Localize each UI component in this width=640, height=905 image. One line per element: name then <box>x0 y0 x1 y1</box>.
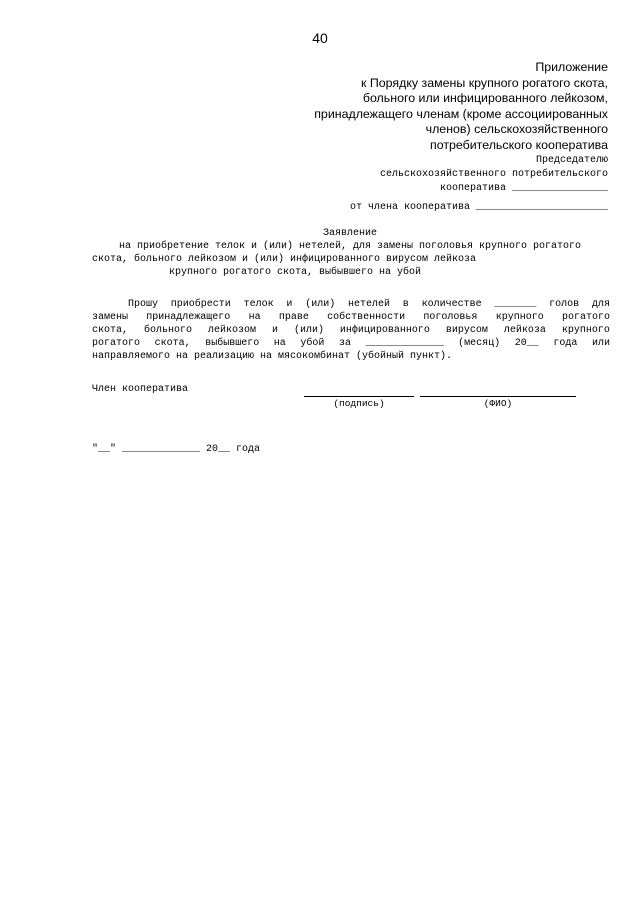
body-word: убой <box>300 338 325 349</box>
body-word: для <box>591 299 610 310</box>
body-word: скота, <box>154 338 191 349</box>
body-word: количестве <box>421 299 482 310</box>
date-line: "__" _____________ 20__ года <box>92 444 261 455</box>
body-line <box>92 337 610 350</box>
body-word: выбывшего <box>205 338 260 349</box>
body-word: (или) <box>293 325 324 336</box>
page-number: 40 <box>312 30 328 46</box>
body-word: инфицированного <box>339 325 430 336</box>
body-word: или <box>591 338 610 349</box>
body-word: крупного <box>561 325 610 336</box>
body-word: 20__ <box>514 338 539 349</box>
body-word: лейкозом <box>207 325 256 336</box>
body-word: _____________ <box>365 338 444 349</box>
body-word: рогатого <box>561 312 610 323</box>
body-word: и <box>286 299 293 310</box>
body-word: и <box>271 325 278 336</box>
body-word: (месяц) <box>458 338 501 349</box>
appendix-line: к Порядку замены крупного рогатого скота, <box>360 75 608 90</box>
body-word: принадлежащего <box>146 312 231 323</box>
body-word: замены <box>92 312 129 323</box>
appendix-header <box>228 60 608 153</box>
addressee-line: Председателю <box>535 155 608 166</box>
body-word: рогатого <box>92 338 141 349</box>
addressee-block <box>208 154 608 196</box>
statement-subtitle-line: на приобретение телок и (или) нетелей, для замены поголовья крупного рогатого <box>118 241 582 252</box>
body-word: голов <box>549 299 580 310</box>
body-word: поголовья <box>423 312 478 323</box>
body-word: _______ <box>494 299 537 310</box>
body-word: направляемого на реализацию на мясокомбинат (убойный пункт). <box>92 351 453 362</box>
body-word: собственности <box>327 312 406 323</box>
body-word: на <box>273 338 286 349</box>
body-word: года <box>553 338 578 349</box>
statement-title: Заявление <box>322 228 377 239</box>
fio-caption: (ФИО) <box>483 398 513 409</box>
signature-caption: (подпись) <box>333 398 385 409</box>
body-word: за <box>338 338 351 349</box>
body-word: Прошу <box>128 299 159 310</box>
appendix-line: членов) сельскохозяйственного <box>425 122 608 136</box>
body-line <box>92 311 610 324</box>
statement-subtitle-line: крупного рогатого скота, выбывшего на убой <box>168 267 422 278</box>
addressee-line: сельскохозяйственного потребительского <box>379 169 608 180</box>
member-label: Член кооператива <box>92 384 189 395</box>
body-word: нетелей <box>347 299 390 310</box>
body-word: вирусом <box>445 325 488 336</box>
statement-subtitle-line: скота, больного лейкозом и (или) инфицированного вирусом лейкоза <box>92 254 477 265</box>
body-line <box>92 350 610 363</box>
body-line <box>92 298 610 311</box>
request-body <box>92 298 610 363</box>
body-word: больного <box>143 325 192 336</box>
appendix-line: Приложение <box>535 60 608 74</box>
body-word: лейкоза <box>503 325 546 336</box>
body-word: приобрести <box>170 299 231 310</box>
statement-title-block <box>92 227 608 279</box>
body-word: в <box>402 299 409 310</box>
body-word: крупного <box>495 312 544 323</box>
body-word: телок <box>243 299 274 310</box>
body-word: на <box>248 312 261 323</box>
appendix-line: потребительского кооператива <box>430 137 608 152</box>
body-line <box>92 324 610 337</box>
body-word: (или) <box>305 299 336 310</box>
from-member-line: от члена кооператива ______________________ <box>349 202 608 213</box>
signature-line <box>304 396 414 397</box>
addressee-line: кооператива ________________ <box>439 183 608 194</box>
fio-line <box>420 396 576 397</box>
body-word: скота, <box>92 325 129 336</box>
appendix-line: больного или инфицированного лейкозом, <box>362 91 608 105</box>
body-word: праве <box>278 312 309 323</box>
appendix-line: принадлежащего членам (кроме ассоциированных <box>314 106 608 121</box>
